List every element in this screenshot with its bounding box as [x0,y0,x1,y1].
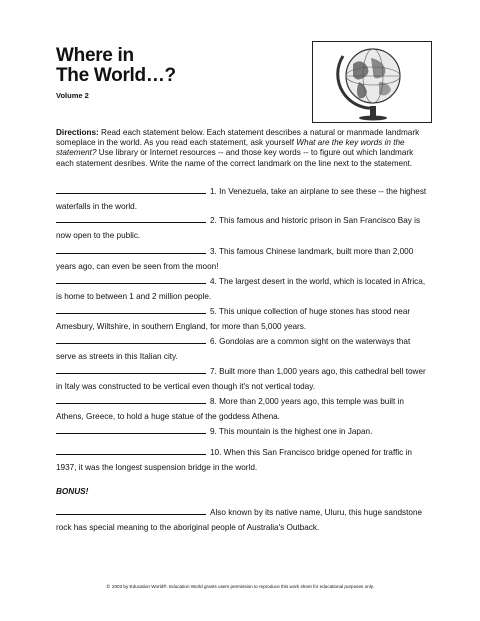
question-1-text: 1. In Venezuela, take an airplane to see these -- the highest waterfalls in the world. [56,187,427,211]
question-10 [56,446,428,475]
answer-line-6[interactable] [56,335,206,344]
answer-line-bonus[interactable] [56,506,206,515]
question-7 [56,365,428,394]
answer-line-4[interactable] [56,275,206,284]
question-5 [56,305,428,334]
question-2 [56,214,428,243]
answer-line-3[interactable] [56,245,206,254]
directions-paragraph [56,128,426,169]
question-8 [56,395,428,424]
directions-label: Directions: [56,128,99,137]
answer-line-5[interactable] [56,305,206,314]
copyright-footer: © 2003 by Education World®. Education World grants users permission to reproduce this work sheet for educational purposes only. [106,584,374,590]
question-3 [56,245,428,274]
answer-line-8[interactable] [56,395,206,404]
question-3-text: 3. This famous Chinese landmark, built more than 2,000 years ago, can even be seen from the moon! [56,247,414,271]
question-6-text: 6. Gondolas are a common sight on the waterways that serve as streets in this Italian city. [56,337,411,361]
directions-italic: What are the key words in the statement? [56,138,405,158]
answer-line-2[interactable] [56,214,206,223]
answer-line-7[interactable] [56,365,206,374]
question-5-text: 5. This unique collection of huge stones has stood near Amesbury, Wiltshire, in southern England, for more than 5,000 years. [56,307,411,331]
question-8-text: 8. More than 2,000 years ago, this temple was built in Athens, Greece, to hold a huge statue of the goddess Athena. [56,397,404,421]
footer-text: 2003 by Education World®. Education World grants users permission to reproduce this work sheet for educational purposes only. [111,584,374,589]
question-9 [56,425,428,440]
question-10-text: 10. When this San Francisco bridge opened for traffic in 1937, it was the longest suspension bridge in the world. [56,448,412,472]
question-9-text: 9. This mountain is the highest one in Japan. [210,427,373,436]
globe-illustration [312,41,432,123]
bonus-question-text: Also known by its native name, Uluru, this huge sandstone rock has special meaning to the aboriginal people of Australia's Outback. [56,508,423,532]
question-6 [56,335,428,364]
question-2-text: 2. This famous and historic prison in San Francisco Bay is now open to the public. [56,216,421,240]
bonus-label: BONUS! [56,487,89,496]
question-7-text: 7. Built more than 1,000 years ago, this cathedral bell tower in Italy was constructed to be vertical even though it's not vertical today. [56,367,426,391]
answer-line-1[interactable] [56,185,206,194]
directions-text-b: Use library or Internet resources -- and those key words -- to figure out which landmark each statement desribes. Write the name of the correct landmark on the line next to the statement. [56,148,414,168]
title-line-1: Where in [56,45,134,66]
page-title [56,46,176,86]
bonus-question [56,506,428,535]
question-1 [56,185,428,214]
globe-icon [313,42,433,124]
answer-line-9[interactable] [56,425,206,434]
directions-text-a: Read each statement below. Each statement describes a natural or manmade landmark someplace in the world. As you read each statement, ask yourself [56,128,420,148]
title-line-2: The World…? [56,65,176,86]
question-4-text: 4. The largest desert in the world, which is located in Africa, is home to between 1 and 2 million people. [56,277,426,301]
volume-label: Volume 2 [56,91,89,100]
answer-line-10[interactable] [56,446,206,455]
question-4 [56,275,428,304]
